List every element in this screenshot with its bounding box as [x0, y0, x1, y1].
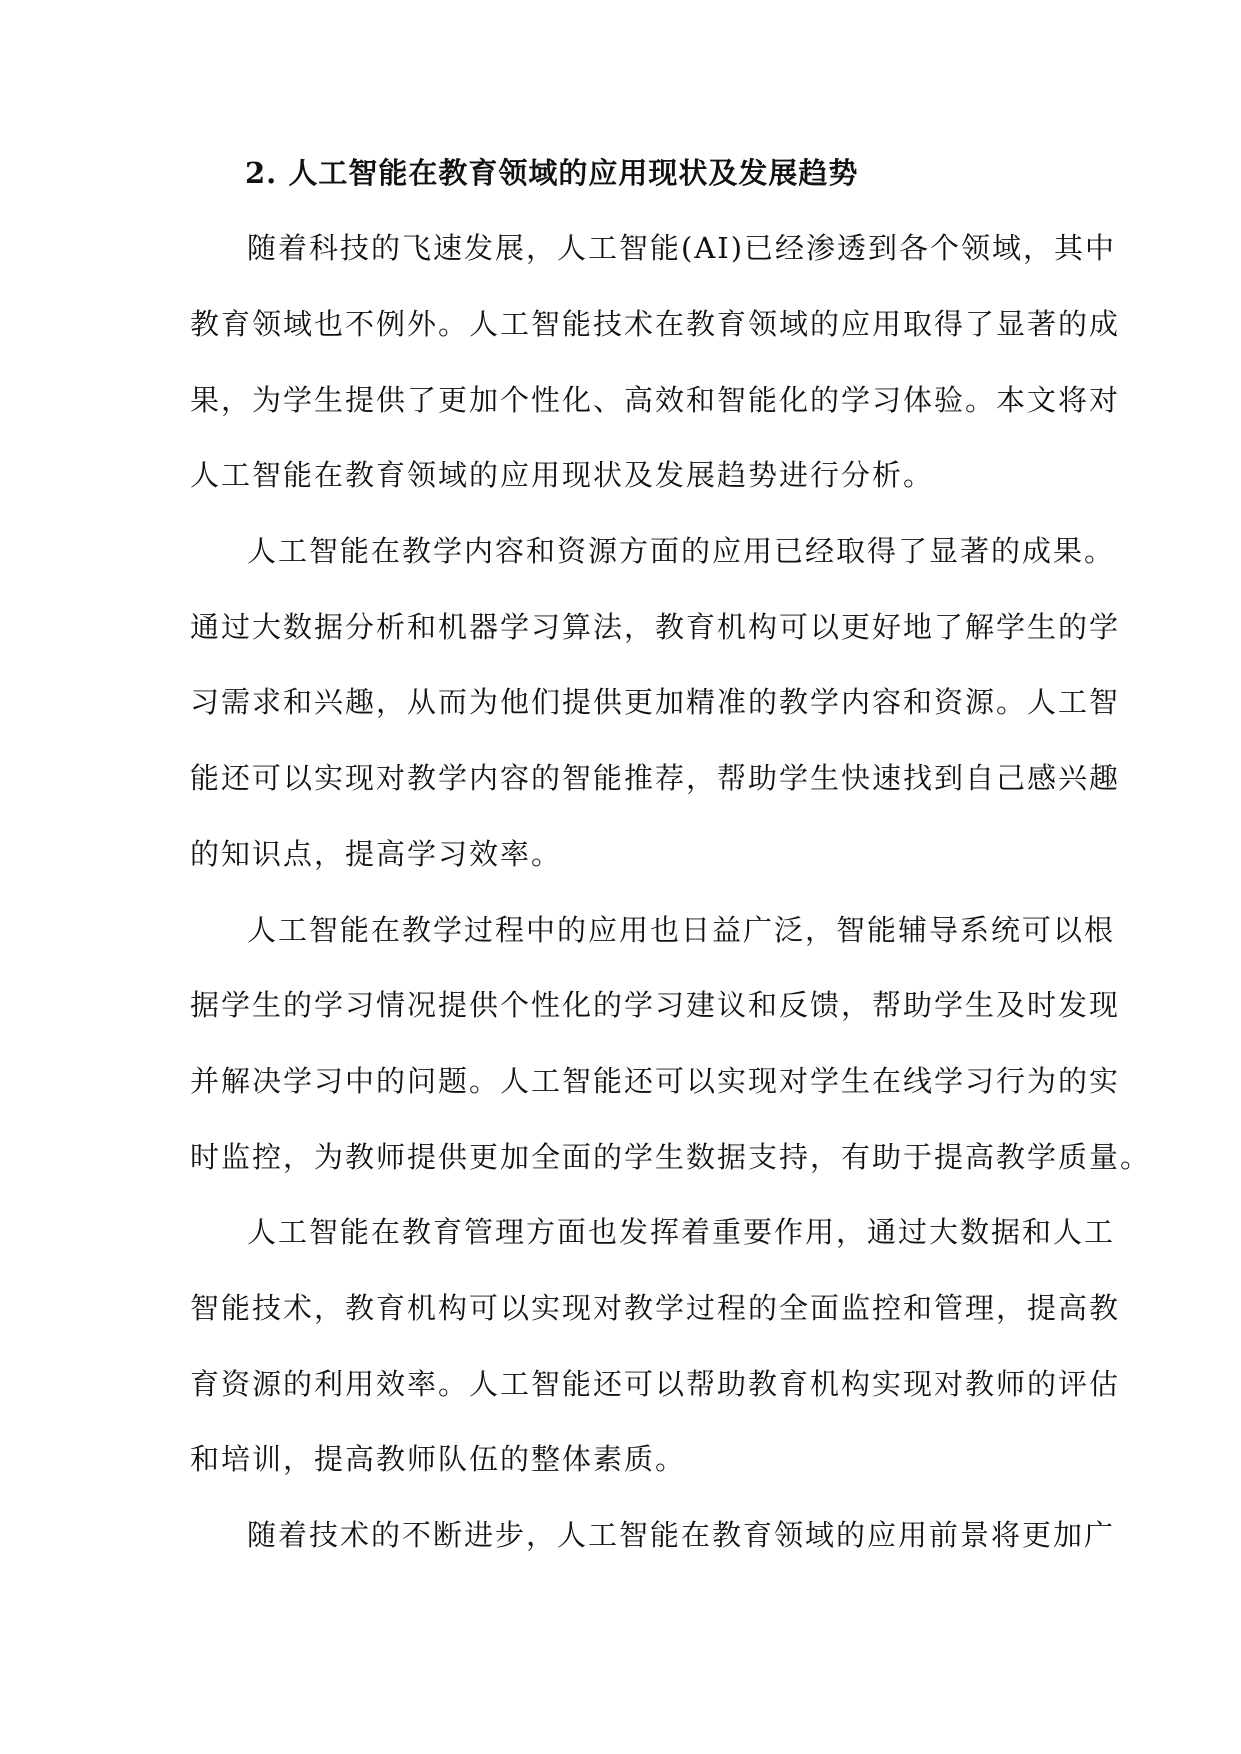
- paragraph-line: 育资源的利用效率。人工智能还可以帮助教育机构实现对教师的评估: [190, 1367, 1121, 1401]
- paragraph-line: 时监控，为教师提供更加全面的学生数据支持，有助于提高教学质量。: [190, 1140, 1152, 1174]
- paragraph-line: 习需求和兴趣，从而为他们提供更加精准的教学内容和资源。人工智: [190, 685, 1121, 719]
- paragraph-line: 果，为学生提供了更加个性化、高效和智能化的学习体验。本文将对: [190, 383, 1121, 417]
- paragraph-line: 通过大数据分析和机器学习算法，教育机构可以更好地了解学生的学: [190, 610, 1121, 644]
- paragraph-line: 人工智能在教育管理方面也发挥着重要作用，通过大数据和人工: [247, 1215, 1116, 1249]
- paragraph-line: 随着技术的不断进步，人工智能在教育领域的应用前景将更加广: [247, 1518, 1116, 1552]
- paragraph-line: 能还可以实现对教学内容的智能推荐，帮助学生快速找到自己感兴趣: [190, 761, 1121, 795]
- paragraph-line: 人工智能在教学内容和资源方面的应用已经取得了显著的成果。: [247, 534, 1116, 568]
- paragraph-line: 和培训，提高教师队伍的整体素质。: [190, 1442, 687, 1476]
- paragraph-line: 人工智能在教育领域的应用现状及发展趋势进行分析。: [190, 458, 935, 492]
- paragraph-line: 的知识点，提高学习效率。: [190, 837, 563, 871]
- paragraph-line: 随着科技的飞速发展，人工智能(AI)已经渗透到各个领域，其中: [247, 231, 1117, 265]
- paragraph-line: 并解决学习中的问题。人工智能还可以实现对学生在线学习行为的实: [190, 1064, 1121, 1098]
- section-heading: 2. 人工智能在教育领域的应用现状及发展趋势: [245, 156, 859, 190]
- paragraph-line: 据学生的学习情况提供个性化的学习建议和反馈，帮助学生及时发现: [190, 988, 1121, 1022]
- paragraph-line: 教育领域也不例外。人工智能技术在教育领域的应用取得了显著的成: [190, 307, 1121, 341]
- paragraph-line: 智能技术，教育机构可以实现对教学过程的全面监控和管理，提高教: [190, 1291, 1121, 1325]
- paragraph-line: 人工智能在教学过程中的应用也日益广泛，智能辅导系统可以根: [247, 913, 1116, 947]
